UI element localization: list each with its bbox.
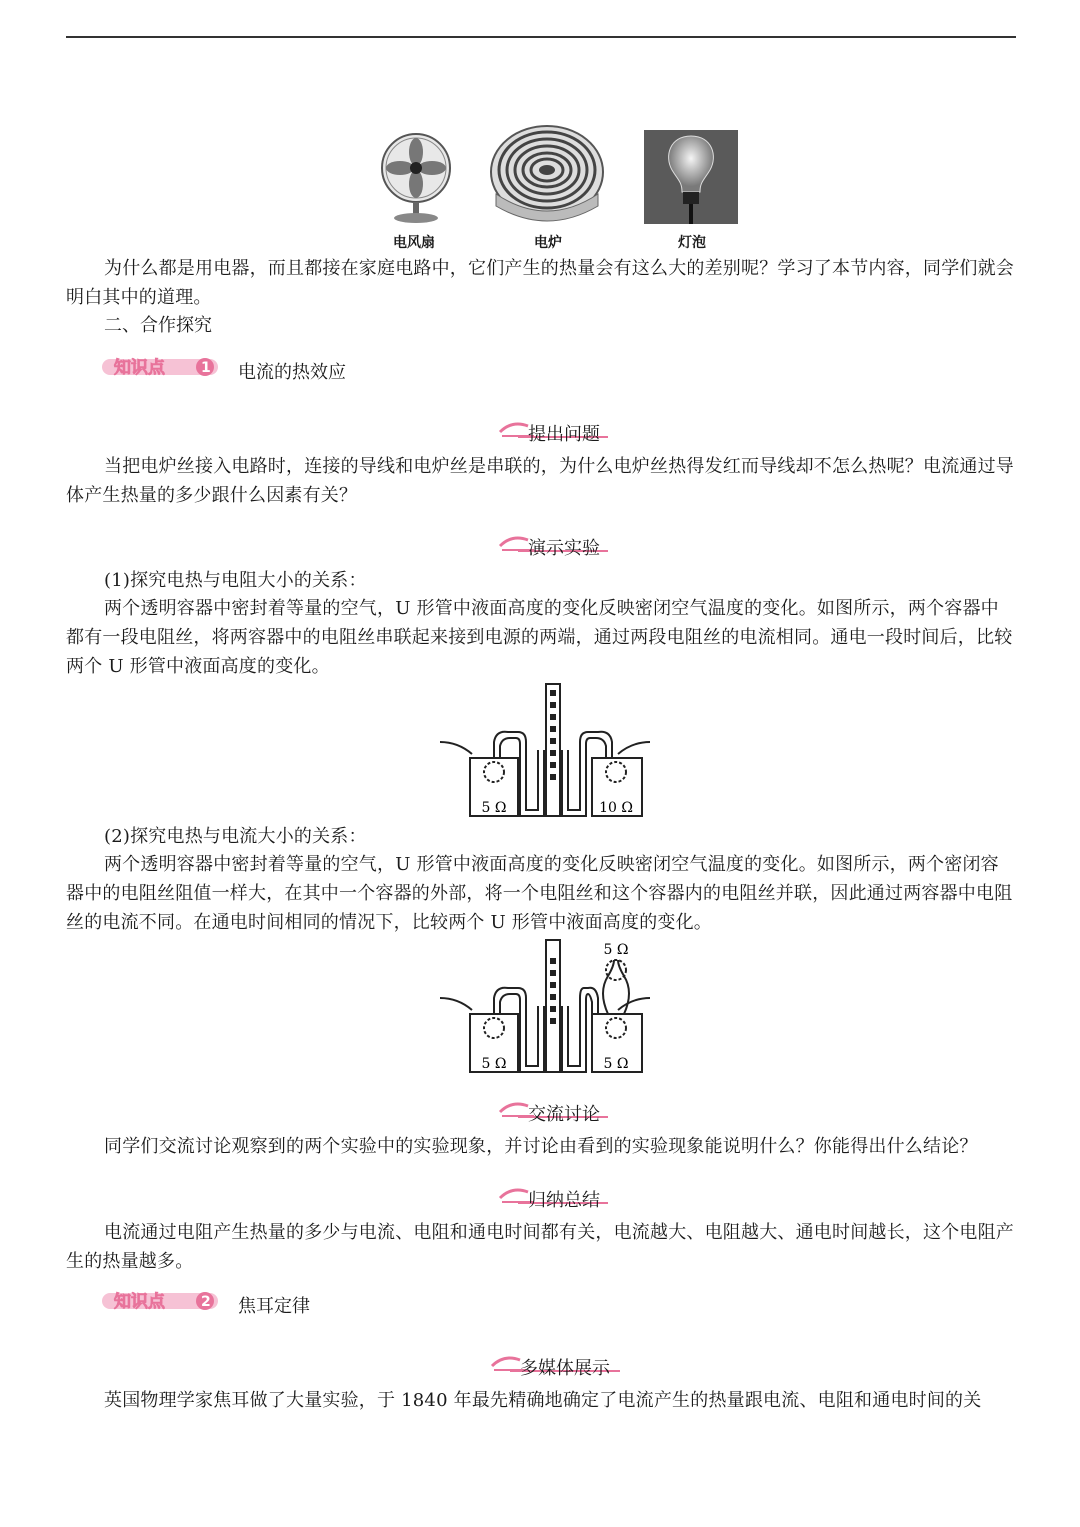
- kp1-badge-number: 1: [201, 360, 211, 376]
- subsection-discussion-label: 交流讨论: [528, 1104, 600, 1125]
- knowledge-point-2-title: 焦耳定律: [238, 1296, 310, 1317]
- exp2-right-resistor-label: 5 Ω: [603, 1056, 629, 1072]
- discussion-paragraph: 同学们交流讨论观察到的两个实验中的实验现象，并讨论由看到的实验现象能说明什么？你能得出什么结论？: [104, 1136, 978, 1157]
- experiment-2-diagram: [438, 936, 652, 1076]
- subsection-demo: [498, 532, 638, 562]
- stove-caption: 电炉: [534, 235, 562, 251]
- subsection-summary: [498, 1184, 638, 1214]
- exp2-title: (2)探究电热与电流大小的关系：: [104, 826, 367, 847]
- subsection-summary-label: 归纳总结: [528, 1190, 600, 1211]
- bulb-caption: 灯泡: [678, 235, 706, 251]
- subsection-question-label: 提出问题: [528, 424, 600, 445]
- electric-stove-image: [488, 124, 606, 224]
- section-heading: 二、合作探究: [104, 315, 212, 336]
- exp1-right-resistor-label: 10 Ω: [599, 800, 633, 816]
- experiment-1-diagram: [438, 680, 652, 820]
- fan-image: [378, 128, 454, 224]
- exp2-paragraph: 两个透明容器中密封着等量的空气，U 形管中液面高度的变化反映密闭空气温度的变化。如图所示，两个密闭容器中的电阻丝阻值一样大，在其中一个容器的外部，将一个电阻丝和这个容器内的电阻丝并联，因此通过两容器中电阻丝的电流不同。在通电时间相同的情况下，比较两个 U 形管中液面高度的变化。: [66, 854, 1013, 933]
- exp1-left-resistor-label: 5 Ω: [481, 800, 507, 816]
- exp1-paragraph: 两个透明容器中密封着等量的空气，U 形管中液面高度的变化反映密闭空气温度的变化。如图所示，两个容器中都有一段电阻丝，将两容器中的电阻丝串联起来接到电源的两端，通过两段电阻丝的电流相同。通电一段时间后，比较两个 U 形管中液面高度的变化。: [66, 598, 1013, 677]
- knowledge-point-badge-2: [102, 1290, 220, 1312]
- subsection-question: [498, 418, 638, 448]
- knowledge-point-badge-1: [102, 356, 220, 378]
- exp1-title: (1)探究电热与电阻大小的关系：: [104, 570, 367, 591]
- question-paragraph: 当把电炉丝接入电路时，连接的导线和电炉丝是串联的，为什么电炉丝热得发红而导线却不怎么热呢？电流通过导体产生热量的多少跟什么因素有关？: [66, 456, 1014, 506]
- subsection-multimedia: [490, 1352, 650, 1382]
- subsection-multimedia-label: 多媒体展示: [520, 1358, 610, 1379]
- exp2-top-resistor-label: 5 Ω: [603, 942, 629, 958]
- light-bulb-image: [644, 130, 738, 224]
- subsection-discussion: [498, 1098, 638, 1128]
- fan-caption: 电风扇: [393, 235, 435, 251]
- kp2-badge-number: 2: [201, 1294, 211, 1310]
- subsection-demo-label: 演示实验: [528, 538, 600, 559]
- kp1-badge-label: 知识点: [114, 358, 165, 378]
- kp2-badge-label: 知识点: [114, 1292, 165, 1312]
- summary-paragraph: 电流通过电阻产生热量的多少与电流、电阻和通电时间都有关，电流越大、电阻越大、通电时间越长，这个电阻产生的热量越多。: [66, 1222, 1014, 1272]
- knowledge-point-1-title: 电流的热效应: [238, 362, 346, 383]
- intro-paragraph: 为什么都是用电器，而且都接在家庭电路中，它们产生的热量会有这么大的差别呢？学习了本节内容，同学们就会明白其中的道理。: [66, 258, 1014, 308]
- header-rule: [66, 36, 1016, 38]
- exp2-left-resistor-label: 5 Ω: [481, 1056, 507, 1072]
- multimedia-paragraph: 英国物理学家焦耳做了大量实验，于 1840 年最先精确地确定了电流产生的热量跟电流、电阻和通电时间的关: [104, 1390, 982, 1411]
